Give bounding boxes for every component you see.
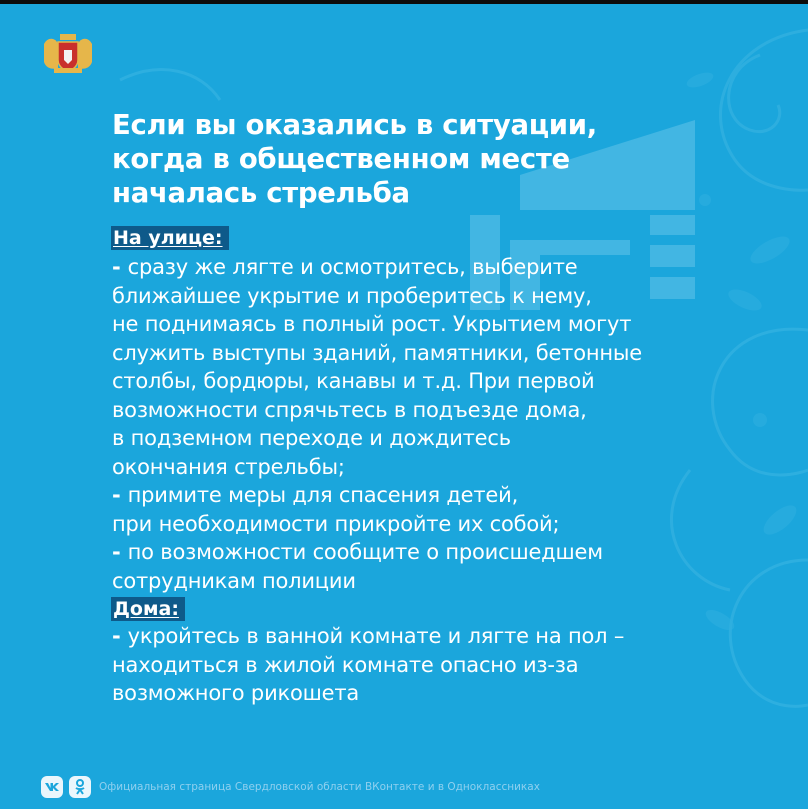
bullet-dash: -: [112, 483, 128, 507]
title-line-3: началась стрельба: [112, 177, 410, 209]
home-instructions: [112, 622, 752, 708]
text-line: находиться в жилой комнате опасно из-за: [112, 652, 579, 677]
title-line-1: Если вы оказались в ситуации,: [112, 109, 597, 141]
ok-icon[interactable]: [69, 776, 91, 798]
list-item: - укройтесь в ванной комнате и лягте на пол –: [112, 624, 625, 648]
text-line: возможности спрячьтесь в подъезде дома,: [112, 397, 587, 422]
home-heading: Дома:: [111, 597, 185, 621]
list-item: - по возможности сообщите о происшедшем: [112, 540, 603, 564]
title-line-2: когда в общественном месте: [112, 143, 570, 175]
text-line: возможного рикошета: [112, 681, 360, 705]
text-line: ближайшее укрытие и проберитесь к нему,: [112, 283, 592, 308]
bullet-dash: -: [112, 624, 128, 648]
vk-icon[interactable]: [41, 776, 63, 798]
list-item: - сразу же лягте и осмотритесь, выберите: [112, 255, 578, 279]
text-line: служить выступы зданий, памятники, бетонные: [112, 340, 643, 365]
text-line: при необходимости прикройте их собой;: [112, 511, 560, 536]
bullet-dash: -: [112, 255, 128, 279]
text-line: окончания стрельбы;: [112, 454, 345, 479]
list-item: - примите меры для спасения детей,: [112, 483, 519, 507]
street-instructions: [112, 253, 752, 595]
text-line: не поднимаясь в полный рост. Укрытием могут: [112, 312, 632, 336]
text-line: сотрудникам полиции: [112, 568, 356, 593]
footer-caption: Официальная страница Свердловской области ВКонтакте и в Одноклассниках: [99, 781, 540, 793]
text-line: в подземном переходе и дождитесь: [112, 426, 511, 450]
street-heading: На улице:: [111, 226, 229, 250]
text-line: столбы, бордюры, канавы и т.д. При первой: [112, 369, 595, 393]
coat-of-arms-icon: [40, 30, 96, 76]
page-title: [112, 108, 712, 210]
bullet-dash: -: [112, 540, 128, 564]
footer: [41, 776, 540, 798]
